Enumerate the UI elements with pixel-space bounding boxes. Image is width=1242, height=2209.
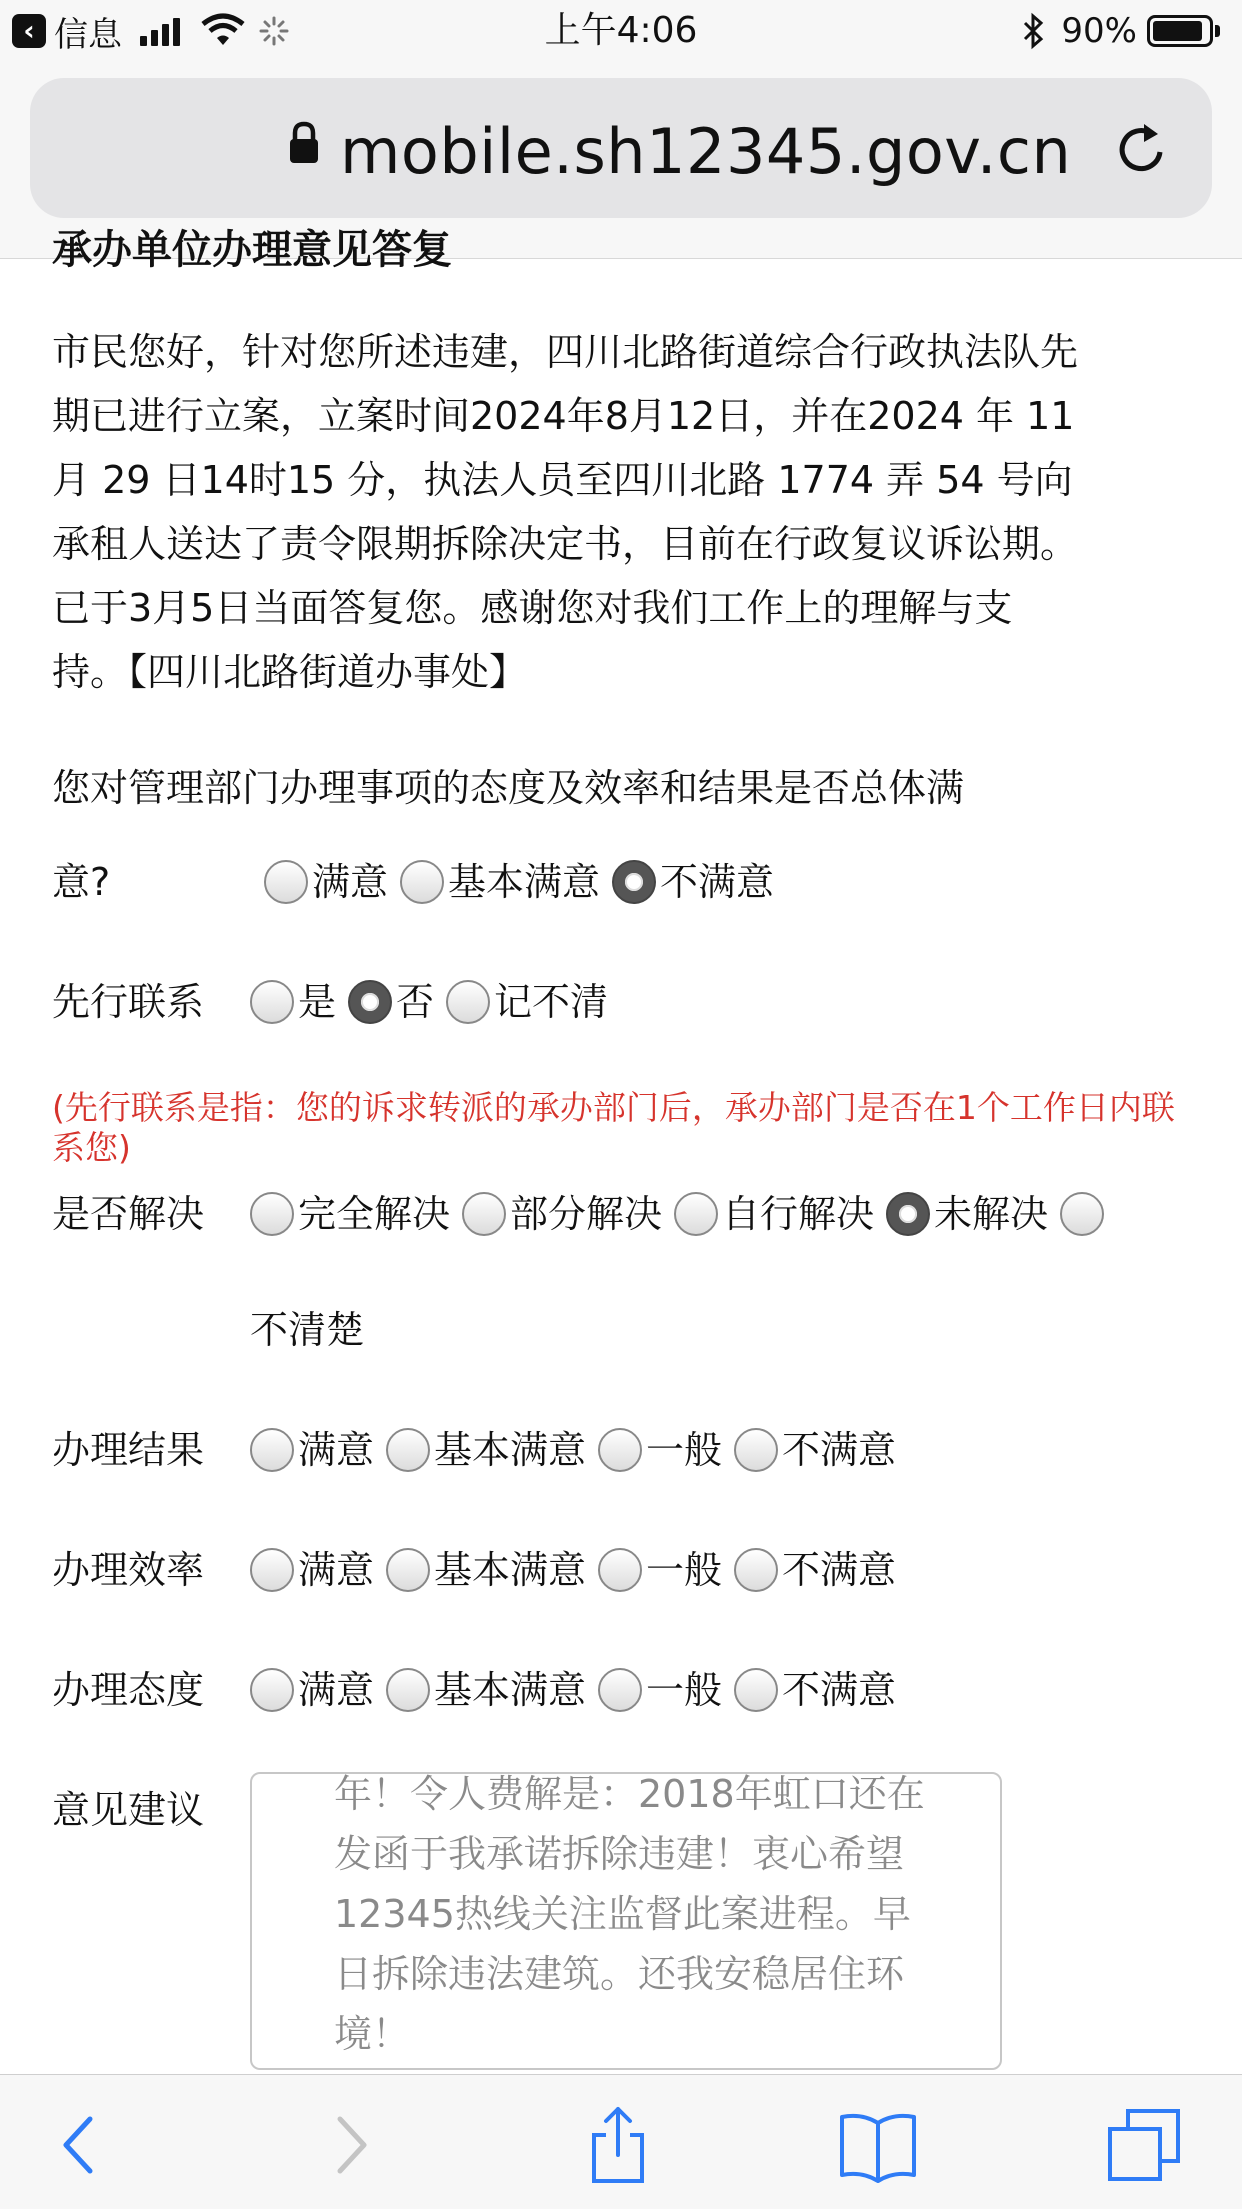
section-heading: 承办单位办理意见答复 [52, 227, 452, 273]
radio-button[interactable] [386, 1548, 430, 1592]
overall-option[interactable]: 不满意 [612, 852, 774, 912]
radio-button[interactable] [734, 1548, 778, 1592]
attitude-option[interactable]: 满意 [250, 1660, 374, 1720]
suggestion-label: 意见建议 [52, 1788, 205, 1832]
resolved-option[interactable]: 部分解决 [462, 1184, 662, 1244]
resolved-label: 是否解决 [52, 1192, 205, 1236]
battery-fill [1153, 21, 1202, 41]
overall-option[interactable]: 基本满意 [400, 852, 600, 912]
reply-text: 市民您好，针对您所述违建，四川北路街道综合行政执法队先 期已进行立案，立案时间2024年8月12日，并在2024 年 11 月 29 日14时15 分，执法人员至四川北路 1774 弄 54 号向 承租人送达了责令限期拆除决定书，目前在行政复议诉讼期。 已于3月5日当面答复您。感谢您对我们工作上的理解与支 持。【四川北路街道办事处】 [52, 330, 1079, 694]
page-content [0, 227, 1242, 2074]
radio-button[interactable] [250, 1428, 294, 1472]
contact-label: 先行联系 [52, 980, 205, 1024]
radio-button-checked[interactable] [886, 1192, 930, 1236]
resolved-option[interactable]: 完全解决 [250, 1184, 450, 1244]
back-to-app-label[interactable]: 信息 [54, 14, 122, 55]
efficiency-option[interactable]: 基本满意 [386, 1540, 586, 1600]
contact-option[interactable]: 记不清 [446, 972, 608, 1032]
efficiency-label: 办理效率 [52, 1548, 205, 1592]
resolved-row [52, 1184, 1120, 1244]
resolved-option[interactable]: 自行解决 [674, 1184, 874, 1244]
result-row [52, 1420, 908, 1480]
efficiency-option[interactable]: 一般 [598, 1540, 722, 1600]
tabs-icon[interactable] [1106, 2105, 1186, 2185]
radio-button[interactable] [734, 1428, 778, 1472]
address-bar[interactable] [30, 78, 1212, 218]
result-option[interactable]: 不满意 [734, 1420, 896, 1480]
result-option[interactable]: 基本满意 [386, 1420, 586, 1480]
efficiency-option[interactable]: 不满意 [734, 1540, 896, 1600]
attitude-option[interactable]: 不满意 [734, 1660, 896, 1720]
suggestion-textarea[interactable] [250, 1772, 1002, 2070]
resolved-option[interactable]: 未解决 [886, 1184, 1048, 1244]
share-icon[interactable] [578, 2105, 658, 2185]
result-option[interactable]: 满意 [250, 1420, 374, 1480]
suggestion-row [52, 1780, 250, 1840]
radio-button[interactable] [734, 1668, 778, 1712]
overall-option[interactable]: 满意 [264, 852, 388, 912]
radio-button[interactable] [250, 1548, 294, 1592]
radio-button[interactable] [264, 860, 308, 904]
nav-back-icon[interactable] [38, 2105, 118, 2185]
overall-label: 意? [52, 860, 111, 904]
result-option[interactable]: 一般 [598, 1420, 722, 1480]
overall-satisfaction-row [52, 852, 786, 912]
radio-button[interactable] [598, 1548, 642, 1592]
radio-button[interactable] [386, 1428, 430, 1472]
reload-icon[interactable] [1114, 118, 1170, 178]
radio-button[interactable] [446, 980, 490, 1024]
radio-button[interactable] [386, 1668, 430, 1712]
contact-option[interactable]: 是 [250, 972, 336, 1032]
radio-button-checked[interactable] [612, 860, 656, 904]
radio-button[interactable] [598, 1668, 642, 1712]
efficiency-row [52, 1540, 908, 1600]
bookmarks-icon[interactable] [838, 2105, 918, 2185]
radio-button[interactable] [250, 1192, 294, 1236]
contact-row [52, 972, 620, 1032]
resolved-option-unclear-label[interactable]: 不清楚 [250, 1308, 365, 1352]
result-label: 办理结果 [52, 1428, 205, 1472]
radio-button-checked[interactable] [348, 980, 392, 1024]
suggestion-text: 年！令人费解是：2018年虹口还在 发函于我承诺拆除违建！衷心希望 12345热线关注监督此案进程。早 日拆除违法建筑。还我安稳居住环 境！ [334, 1772, 925, 2056]
bluetooth-icon [1021, 13, 1047, 49]
battery-icon [1147, 15, 1213, 47]
status-time: 上午4:06 [544, 10, 698, 51]
attitude-label: 办理态度 [52, 1668, 205, 1712]
overall-question: 您对管理部门办理事项的态度及效率和结果是否总体满 [52, 766, 965, 810]
radio-button[interactable] [250, 980, 294, 1024]
contact-option[interactable]: 否 [348, 972, 434, 1032]
radio-button[interactable] [400, 860, 444, 904]
battery-percent: 90% [1061, 11, 1137, 51]
radio-button[interactable] [1060, 1192, 1104, 1236]
radio-button[interactable] [462, 1192, 506, 1236]
browser-toolbar [0, 2074, 1242, 2209]
radio-button[interactable] [674, 1192, 718, 1236]
attitude-option[interactable]: 基本满意 [386, 1660, 586, 1720]
battery-nub [1215, 25, 1220, 37]
attitude-option[interactable]: 一般 [598, 1660, 722, 1720]
efficiency-option[interactable]: 满意 [250, 1540, 374, 1600]
resolved-option-unclear[interactable] [1060, 1192, 1108, 1236]
contact-note: (先行联系是指：您的诉求转派的承办部门后，承办部门是否在1个工作日内联系您) [52, 1088, 1175, 1167]
back-arrow-icon[interactable]: ‹ [12, 14, 46, 48]
lock-icon [286, 120, 322, 166]
nav-forward-icon[interactable] [312, 2105, 392, 2185]
radio-button[interactable] [598, 1428, 642, 1472]
radio-button[interactable] [250, 1668, 294, 1712]
url-text[interactable]: mobile.sh12345.gov.cn [340, 115, 1072, 188]
attitude-row [52, 1660, 908, 1720]
status-bar [0, 0, 1242, 62]
